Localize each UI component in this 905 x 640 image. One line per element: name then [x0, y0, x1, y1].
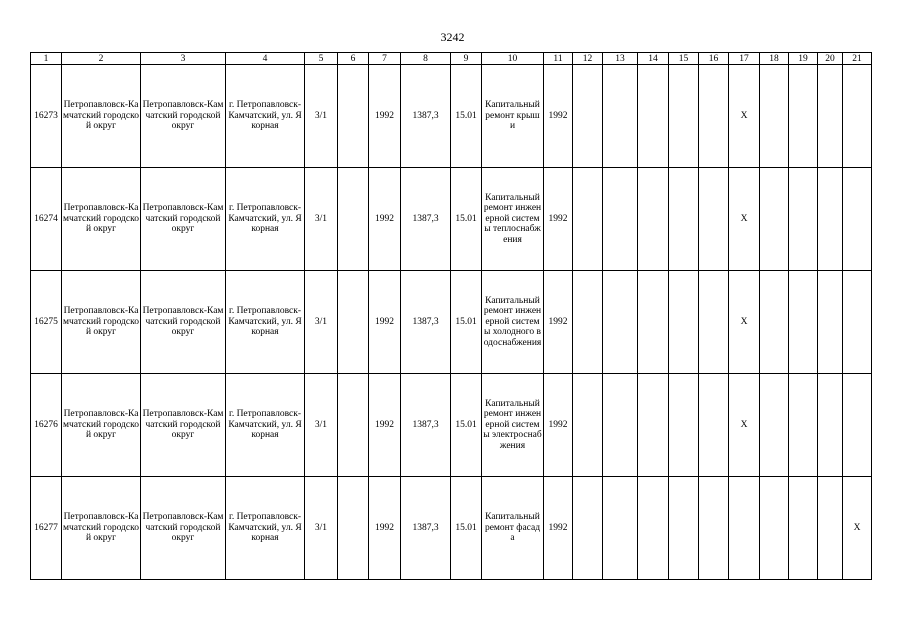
- table-cell: г. Петропавловск-Камчатский, ул. Якорная: [226, 168, 305, 271]
- table-row: [31, 374, 872, 477]
- header-row: [31, 53, 872, 65]
- table-cell: [573, 271, 603, 374]
- column-header: 11: [544, 53, 573, 65]
- table-row: [31, 65, 872, 168]
- table-cell: Капитальный ремонт инженерной системы теплоснабжения: [482, 168, 544, 271]
- column-header: 7: [369, 53, 401, 65]
- table-cell: Капитальный ремонт инженерной системы холодного водоснабжения: [482, 271, 544, 374]
- table-cell: [818, 271, 843, 374]
- table-cell: 3/1: [305, 168, 338, 271]
- table-cell: [760, 374, 789, 477]
- table-cell: X: [729, 65, 760, 168]
- column-header: 1: [31, 53, 62, 65]
- table-cell: [603, 65, 638, 168]
- table-cell: [638, 374, 669, 477]
- table-cell: [573, 374, 603, 477]
- table-cell: 16275: [31, 271, 62, 374]
- table-cell: 15.01: [451, 271, 482, 374]
- table-cell: [818, 374, 843, 477]
- table-cell: [669, 168, 699, 271]
- table-cell: 15.01: [451, 477, 482, 580]
- table-cell: [699, 65, 729, 168]
- table-cell: 1992: [544, 374, 573, 477]
- table-body: [31, 65, 872, 580]
- table-cell: Капитальный ремонт фасада: [482, 477, 544, 580]
- table-cell: [699, 271, 729, 374]
- column-header: 21: [843, 53, 872, 65]
- table-cell: [789, 477, 818, 580]
- table-cell: Петропавловск-Камчатский городской округ: [62, 271, 141, 374]
- table-cell: 1992: [544, 477, 573, 580]
- table-cell: Петропавловск-Камчатский городской округ: [141, 271, 226, 374]
- table-cell: 1992: [369, 168, 401, 271]
- table-cell: Петропавловск-Камчатский городской округ: [62, 477, 141, 580]
- table-cell: [843, 374, 872, 477]
- table-cell: [638, 168, 669, 271]
- column-header: 17: [729, 53, 760, 65]
- table-cell: [338, 374, 369, 477]
- table-cell: X: [729, 168, 760, 271]
- table-cell: [338, 477, 369, 580]
- table-cell: 1387,3: [401, 168, 451, 271]
- column-header: 18: [760, 53, 789, 65]
- table-cell: 1387,3: [401, 374, 451, 477]
- column-header: 14: [638, 53, 669, 65]
- table-cell: [603, 477, 638, 580]
- table-cell: 16276: [31, 374, 62, 477]
- table-cell: [573, 65, 603, 168]
- table-cell: Петропавловск-Камчатский городской округ: [141, 65, 226, 168]
- table-cell: [603, 271, 638, 374]
- column-header: 15: [669, 53, 699, 65]
- table-cell: [843, 168, 872, 271]
- table-cell: [338, 271, 369, 374]
- table-cell: [760, 168, 789, 271]
- table-cell: Петропавловск-Камчатский городской округ: [141, 477, 226, 580]
- table-cell: Петропавловск-Камчатский городской округ: [141, 374, 226, 477]
- table-cell: [789, 271, 818, 374]
- table-cell: [669, 65, 699, 168]
- table-cell: 16277: [31, 477, 62, 580]
- table-cell: [699, 477, 729, 580]
- table-cell: [818, 477, 843, 580]
- table-cell: [638, 65, 669, 168]
- table-cell: [669, 477, 699, 580]
- table-cell: [573, 168, 603, 271]
- table-cell: 1992: [544, 271, 573, 374]
- table-cell: г. Петропавловск-Камчатский, ул. Якорная: [226, 271, 305, 374]
- register-table: [30, 52, 872, 580]
- column-header: 6: [338, 53, 369, 65]
- table-cell: 3/1: [305, 271, 338, 374]
- table-cell: [338, 65, 369, 168]
- table-cell: 1992: [369, 271, 401, 374]
- column-header: 19: [789, 53, 818, 65]
- table-cell: [638, 271, 669, 374]
- table-cell: г. Петропавловск-Камчатский, ул. Якорная: [226, 477, 305, 580]
- table-cell: [699, 374, 729, 477]
- table-cell: 1387,3: [401, 65, 451, 168]
- table-cell: [573, 477, 603, 580]
- table-cell: [818, 65, 843, 168]
- table-cell: [338, 168, 369, 271]
- table-cell: Петропавловск-Камчатский городской округ: [62, 65, 141, 168]
- table-cell: 1992: [544, 65, 573, 168]
- table-cell: [699, 168, 729, 271]
- table-row: [31, 477, 872, 580]
- table-cell: [603, 374, 638, 477]
- table-cell: 16274: [31, 168, 62, 271]
- table-row: [31, 271, 872, 374]
- table-cell: [638, 477, 669, 580]
- table-cell: X: [729, 374, 760, 477]
- table-cell: 3/1: [305, 374, 338, 477]
- table-cell: Петропавловск-Камчатский городской округ: [62, 168, 141, 271]
- table-cell: X: [729, 271, 760, 374]
- table-cell: 3/1: [305, 65, 338, 168]
- table-cell: 1992: [369, 65, 401, 168]
- table-cell: г. Петропавловск-Камчатский, ул. Якорная: [226, 65, 305, 168]
- table-cell: [760, 65, 789, 168]
- table-cell: [603, 168, 638, 271]
- table-cell: [760, 477, 789, 580]
- table-cell: [818, 168, 843, 271]
- table-cell: Капитальный ремонт инженерной системы электроснабжения: [482, 374, 544, 477]
- table-cell: [760, 271, 789, 374]
- column-header: 5: [305, 53, 338, 65]
- table-cell: [843, 65, 872, 168]
- column-header: 3: [141, 53, 226, 65]
- table-cell: 1387,3: [401, 271, 451, 374]
- column-header: 20: [818, 53, 843, 65]
- table-cell: 1387,3: [401, 477, 451, 580]
- column-header: 4: [226, 53, 305, 65]
- table-cell: 1992: [369, 374, 401, 477]
- column-header: 13: [603, 53, 638, 65]
- table-cell: Петропавловск-Камчатский городской округ: [141, 168, 226, 271]
- table-cell: X: [843, 477, 872, 580]
- column-header: 8: [401, 53, 451, 65]
- table-cell: [843, 271, 872, 374]
- table-cell: 1992: [544, 168, 573, 271]
- table-cell: [669, 271, 699, 374]
- table-cell: Капитальный ремонт крыши: [482, 65, 544, 168]
- table-cell: [789, 374, 818, 477]
- table-cell: 15.01: [451, 374, 482, 477]
- table-cell: 16273: [31, 65, 62, 168]
- table-cell: 1992: [369, 477, 401, 580]
- column-header: 16: [699, 53, 729, 65]
- table-cell: [789, 65, 818, 168]
- column-header: 12: [573, 53, 603, 65]
- page-number: 3242: [440, 30, 465, 44]
- column-header: 9: [451, 53, 482, 65]
- table-cell: [729, 477, 760, 580]
- table-cell: 15.01: [451, 168, 482, 271]
- table-row: [31, 168, 872, 271]
- column-header: 2: [62, 53, 141, 65]
- column-header: 10: [482, 53, 544, 65]
- table-cell: Петропавловск-Камчатский городской округ: [62, 374, 141, 477]
- table-cell: [669, 374, 699, 477]
- table-cell: 3/1: [305, 477, 338, 580]
- table-cell: 15.01: [451, 65, 482, 168]
- table-cell: [789, 168, 818, 271]
- table-cell: г. Петропавловск-Камчатский, ул. Якорная: [226, 374, 305, 477]
